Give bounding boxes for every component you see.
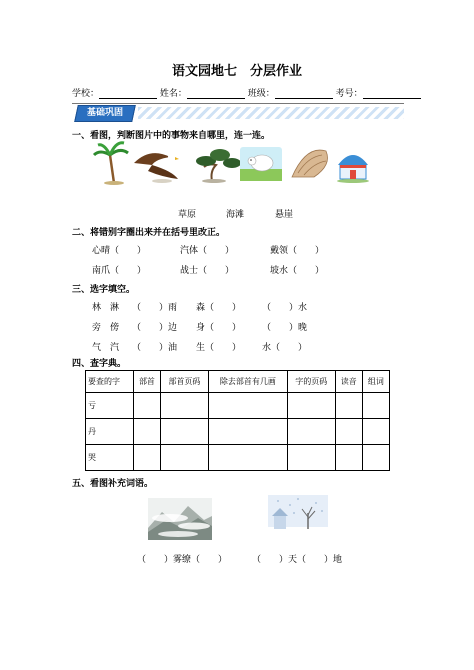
- table-cell[interactable]: [208, 393, 287, 419]
- table-cell[interactable]: [335, 419, 362, 445]
- q3-row-1: [92, 300, 392, 312]
- table-cell[interactable]: [335, 393, 362, 419]
- table-cell[interactable]: [133, 445, 160, 471]
- q1-heading: 一、看图，判断图片中的事物来自哪里，连一连。: [72, 131, 271, 141]
- number-label: 考号：: [335, 89, 363, 99]
- table-char: 亏: [86, 393, 134, 419]
- class-label: 班级：: [247, 89, 275, 99]
- table-row: [86, 445, 390, 471]
- q3-heading: 三、选字填空。: [72, 285, 136, 295]
- q3-row-2: [92, 320, 392, 332]
- q3-row-3: [92, 340, 392, 352]
- number-blank[interactable]: [363, 89, 421, 99]
- q3-blank[interactable]: 生（ ）: [196, 343, 242, 353]
- table-cell[interactable]: [133, 419, 160, 445]
- q2-item[interactable]: 心晴（ ）: [92, 246, 147, 256]
- q3-blank[interactable]: 水（ ）: [262, 343, 308, 353]
- table-cell[interactable]: [161, 393, 209, 419]
- table-header: 要查的字: [86, 371, 134, 393]
- school-label: 学校：: [72, 89, 100, 99]
- q2-item[interactable]: 汽体（ ）: [180, 246, 235, 256]
- q3-blank[interactable]: 身（ ）: [196, 323, 242, 333]
- palm-tree-image: [94, 143, 128, 185]
- q2-heading: 二、将错别字圈出来并在括号里改正。: [72, 228, 226, 238]
- table-cell[interactable]: [208, 419, 287, 445]
- school-blank[interactable]: [99, 89, 157, 99]
- yurt-image: [336, 145, 370, 183]
- snow-scene-image: [268, 495, 328, 541]
- q1-image-strip: [92, 141, 392, 185]
- student-info-line: [72, 86, 421, 99]
- table-cell[interactable]: [208, 445, 287, 471]
- q5-heading: 五、看图补充词语。: [72, 479, 154, 489]
- table-row: [86, 419, 390, 445]
- table-header: 部首: [133, 371, 160, 393]
- eagle-image: [134, 153, 179, 183]
- q3-char-pair: 林 淋: [92, 303, 120, 313]
- table-header: 读音: [335, 371, 362, 393]
- banner-stripes: [138, 107, 404, 119]
- q3-char-pair: 旁 傍: [92, 323, 120, 333]
- q2-item[interactable]: 坡水（ ）: [270, 266, 325, 276]
- sheep-image: [240, 147, 282, 181]
- q1-place-grassland: 草原: [178, 210, 197, 220]
- table-cell[interactable]: [287, 393, 335, 419]
- q3-char-pair: 气 汽: [92, 343, 120, 353]
- table-cell[interactable]: [161, 445, 209, 471]
- table-cell[interactable]: [161, 419, 209, 445]
- q3-blank[interactable]: （ ）边: [132, 323, 178, 333]
- table-char: 哭: [86, 445, 134, 471]
- q2-item[interactable]: 战士（ ）: [180, 266, 235, 276]
- foggy-mountain-image: [148, 498, 212, 540]
- table-cell[interactable]: [133, 393, 160, 419]
- name-blank[interactable]: [187, 89, 245, 99]
- q5-phrase-sky[interactable]: （ ）天（ ）地: [252, 555, 343, 565]
- table-cell[interactable]: [362, 419, 389, 445]
- name-label: 姓名：: [159, 89, 187, 99]
- table-header: 除去部首有几画: [208, 371, 287, 393]
- table-cell[interactable]: [362, 445, 389, 471]
- q1-place-cliff: 悬崖: [275, 210, 294, 220]
- table-header-row: [86, 371, 390, 393]
- conch-shell-image: [292, 150, 328, 177]
- table-header: 字的页码: [287, 371, 335, 393]
- banner-label: 基础巩固: [74, 105, 136, 122]
- q2-item[interactable]: 戴领（ ）: [270, 246, 325, 256]
- class-blank[interactable]: [275, 89, 333, 99]
- dictionary-table: [85, 370, 390, 471]
- q3-blank[interactable]: （ ）水: [262, 303, 308, 313]
- q2-item[interactable]: 南爪（ ）: [92, 266, 147, 276]
- q3-blank[interactable]: （ ）油: [132, 343, 178, 353]
- q1-place-beach: 海滩: [226, 210, 245, 220]
- pine-bonsai-image: [196, 149, 241, 183]
- q2-row-1: [92, 243, 392, 255]
- q5-phrase-fog[interactable]: （ ）雾缭（ ）: [137, 555, 228, 565]
- page-title: 语文园地七 分层作业: [171, 64, 302, 79]
- q2-row-2: [92, 263, 392, 275]
- section-banner: [72, 104, 404, 121]
- table-cell[interactable]: [362, 393, 389, 419]
- table-header: 组词: [362, 371, 389, 393]
- q3-blank[interactable]: 森（ ）: [196, 303, 242, 313]
- q3-blank[interactable]: （ ）雨: [132, 303, 178, 313]
- table-header: 部首页码: [161, 371, 209, 393]
- table-cell[interactable]: [287, 445, 335, 471]
- q3-blank[interactable]: （ ）晚: [262, 323, 308, 333]
- table-cell[interactable]: [335, 445, 362, 471]
- table-cell[interactable]: [287, 419, 335, 445]
- table-char: 丹: [86, 419, 134, 445]
- q4-heading: 四、查字典。: [72, 359, 127, 369]
- table-row: [86, 393, 390, 419]
